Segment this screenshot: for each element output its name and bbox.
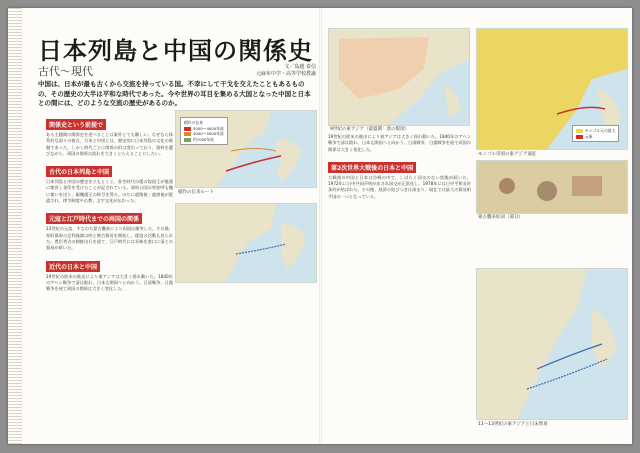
page-subtitle: 古代〜現代 (38, 65, 93, 78)
legend-item: 稲作の伝来 (184, 120, 203, 125)
mongol-map (476, 28, 628, 150)
section-heading: 近代の日本と中国 (46, 261, 100, 272)
figure-caption: 稲作の伝来ルート (178, 190, 214, 195)
legend-item: 元軍 (576, 134, 615, 140)
page-edge (8, 8, 22, 444)
section-body: 19世紀の欧米の進出により東アジアは大きく揺れ動いた。1840年のアヘン戦争で清は敗れ、日本も開国へと向かう。日清戦争、日露戦争を経て両国の関係は大きく変化した。 (46, 273, 173, 292)
legend-item: 4000〜5000年前 (184, 131, 224, 137)
byline (246, 64, 316, 78)
map-illustration (176, 204, 316, 282)
legend-item: 3000〜4000年前 (184, 126, 224, 132)
byline-affiliation: 元麻布中学・高等学校教諭 (255, 71, 316, 77)
map-illustration (477, 269, 627, 419)
song-trade-map (476, 268, 628, 420)
map-legend (180, 117, 228, 145)
figure-caption: モンゴル帝国の東アジア遠征 (478, 152, 537, 157)
section-body: 13世紀の元寇、すなわち蒙古襲来により両国は衝突した。その後、室町幕府の足利義満は明と勘合貿易を開始し、倭寇の活動も見られた。豊臣秀吉の朝鮮出兵を経て、江戸時代には長崎を窓口に清との貿易が続いた。 (46, 226, 173, 251)
magazine-spread (8, 8, 632, 444)
right-text-column (328, 134, 471, 202)
legend-item: 約7000年前 (184, 137, 224, 143)
rice-route-map (175, 110, 317, 188)
tang-map (175, 203, 317, 283)
figure-caption: 蒙古襲来絵詞（部分） (478, 215, 523, 220)
legend-item: モンゴル元の最大 (576, 128, 615, 134)
section-heading: 古代の日本列島と中国 (46, 166, 112, 177)
tang-empire-map (328, 28, 470, 126)
section-body: 大戦後の中国と日本は冷戦の中で、しばらく国交のない状態が続いた。1972年に日中共同声明が出され国交が正常化し、1978年には日中平和友好条約が結ばれた。その後、経済の結びつきは深まり、現在では最大の貿易相手国の一つとなっている。 (328, 174, 471, 199)
section-body: 19世紀の欧米の進出により東アジアは大きく揺れ動いた。1840年のアヘン戦争で清は敗れ、日本も開国へと向かう。日清戦争、日露戦争を経て両国の関係は大きく変化した。 (328, 134, 471, 152)
figure-caption: 9世紀の東アジア（最盛期：唐の版図） (330, 127, 410, 132)
painting-illustration (477, 161, 627, 213)
section-heading: 第2次世界大戦後の日本と中国 (328, 162, 416, 173)
section-body: ある主題関の関係史を述べることは案外とても難しい。なぜなら体系的な国々の接点、日本と中国とは、歴史的に日本列島の文化の基盤であった。しかし時代ごとに関係の形は変わっており、資料を選びながら、両国の関係の流れを大きくとらえることにしたい。 (46, 132, 173, 156)
figure-caption: 11〜13世紀の東アジアと日宋貿易 (478, 422, 548, 427)
section-heading: 関係史という前提で (46, 119, 106, 130)
left-text-column (46, 112, 173, 294)
scroll-painting (476, 160, 628, 214)
page-title: 日本列島と中国の関係史 (38, 36, 313, 65)
map-illustration (329, 29, 469, 125)
section-body: 日本列島と中国の歴史をひもとくと、弥生時代の倭の奴国王が後漢に朝貢し金印を受けたことが記されている。邪馬台国の卑弥呼も魏に使いを送り、親魏倭王の称号を得た。のちに遣隋使・遣唐使が派遣され、律令制度や仏教、文字文化が伝わった。 (46, 179, 173, 204)
lead-paragraph: 中国は、日本が最も古くから交流を持っている国。不幸にして干戈を交えたこともあるものの、その歴史の大半は平和な時代であった。今や世界の耳目を集める大国となった中国と日本との間には、どのような交流の歴史があるのか。 (38, 80, 311, 107)
map-legend (572, 125, 619, 142)
byline-author: 文／島越 泰信 (284, 64, 316, 70)
section-heading: 元寇と江戸時代までの両国の関係 (46, 213, 142, 224)
spine (319, 8, 322, 444)
